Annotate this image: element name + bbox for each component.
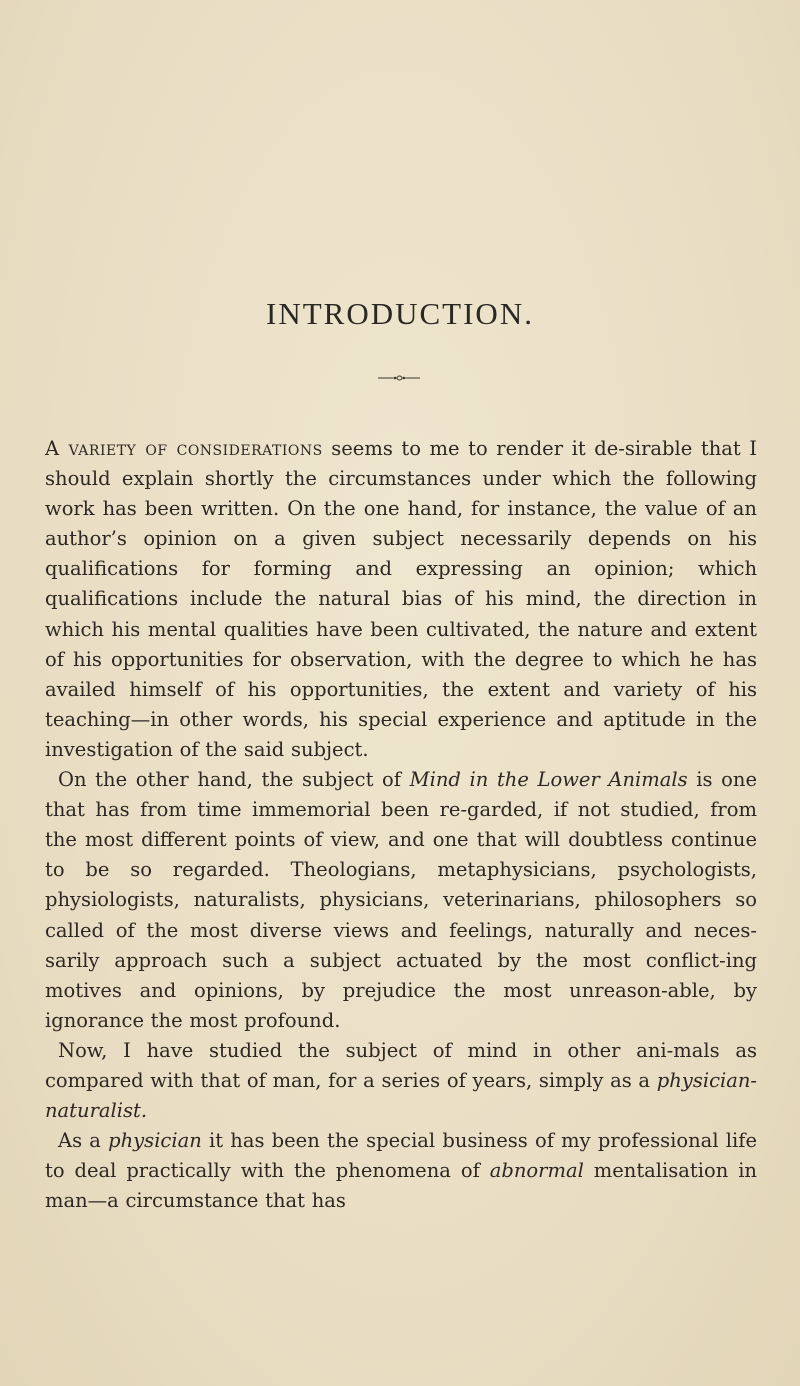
paragraph-4-italic-1: physician [108,1129,202,1153]
paragraph-3-italic: physician-naturalist. [45,1068,757,1123]
paragraph-4-italic-2: abnormal [489,1159,584,1183]
paragraph-1-lead: A variety of considerations [45,437,323,460]
paragraph-1 [45,434,757,765]
paragraph-1-text: seems to me to render it de-sirable that I should explain shortly the circumstances under which the following work has been written. On the one hand, for instance, the value of an author’s opinion on a given subject necessarily depends on his qualifications for forming and expressing an opinion; which qualifications include the natural bias of his mind, the direction in which his mental qualities have been cultivated, the nature and extent of his opportunities for observation, with the degree to which he has availed himself of his opportunities, the extent and variety of his teaching—in other words, his special experience and aptitude in the investigation of the said subject. [45,437,757,761]
paragraph-4-text-c: mentalisation in man—a circumstance that has [45,1159,757,1213]
paragraph-4-text-a: As a [58,1129,109,1153]
paragraph-4-text-b: it has been the special business of my professional life to deal practically with the phenomena of [45,1129,757,1183]
paragraph-2 [45,765,757,1036]
ornamental-rule-icon [378,374,420,382]
body-text [45,434,757,1216]
paragraph-3-text-a: Now, I have studied the subject of mind in other ani-mals as compared with that of man, for a series of years, simply as a [45,1038,757,1092]
paragraph-2-italic: Mind in the Lower Animals [409,768,688,792]
paragraph-2-text-a: On the other hand, the subject of [58,768,410,792]
paragraph-4 [45,1126,757,1216]
paragraph-3 [45,1036,757,1126]
paragraph-2-text-b: is one that has from time immemorial been re-garded, if not studied, from the most different points of view, and one that will doubtless continue to be so regarded. Theologians, metaphysicians, psychologists, physiologists, naturalists, physicians, veterinarians, philosophers so called of the most diverse views and feelings, naturally and neces-sarily approach such a subject actuated by the most conflict-ing motives and opinions, by prejudice the most unreason-able, by ignorance the most profound. [45,768,757,1032]
chapter-heading: INTRODUCTION. [266,296,534,331]
